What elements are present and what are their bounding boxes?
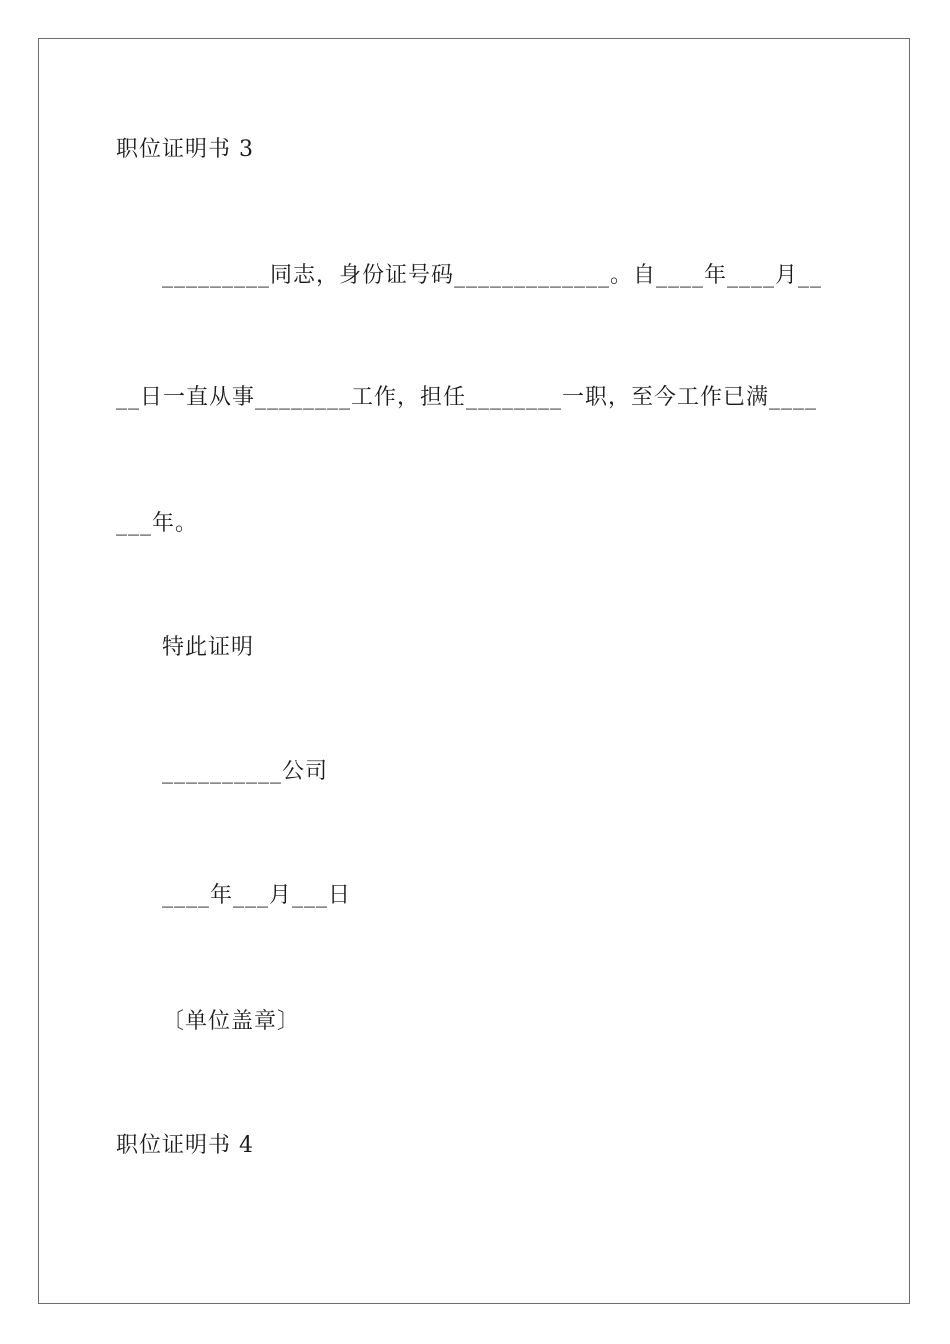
company-line: __________公司 xyxy=(162,759,329,784)
paragraph-line-2: __日一直从事________工作，担任________一职，至今工作已满____ xyxy=(116,385,818,410)
certify-text: 特此证明 xyxy=(162,635,255,660)
page-border xyxy=(38,38,910,1304)
date-line: ____年___月___日 xyxy=(162,883,352,908)
section-3-title: 职位证明书 3 xyxy=(116,137,254,162)
paragraph-line-1: _________同志，身份证号码_____________。自____年____月__ xyxy=(162,263,823,288)
paragraph-line-3: ___年。 xyxy=(116,511,199,536)
section-4-title: 职位证明书 4 xyxy=(116,1133,254,1158)
seal-text: 〔单位盖章〕 xyxy=(162,1009,301,1034)
